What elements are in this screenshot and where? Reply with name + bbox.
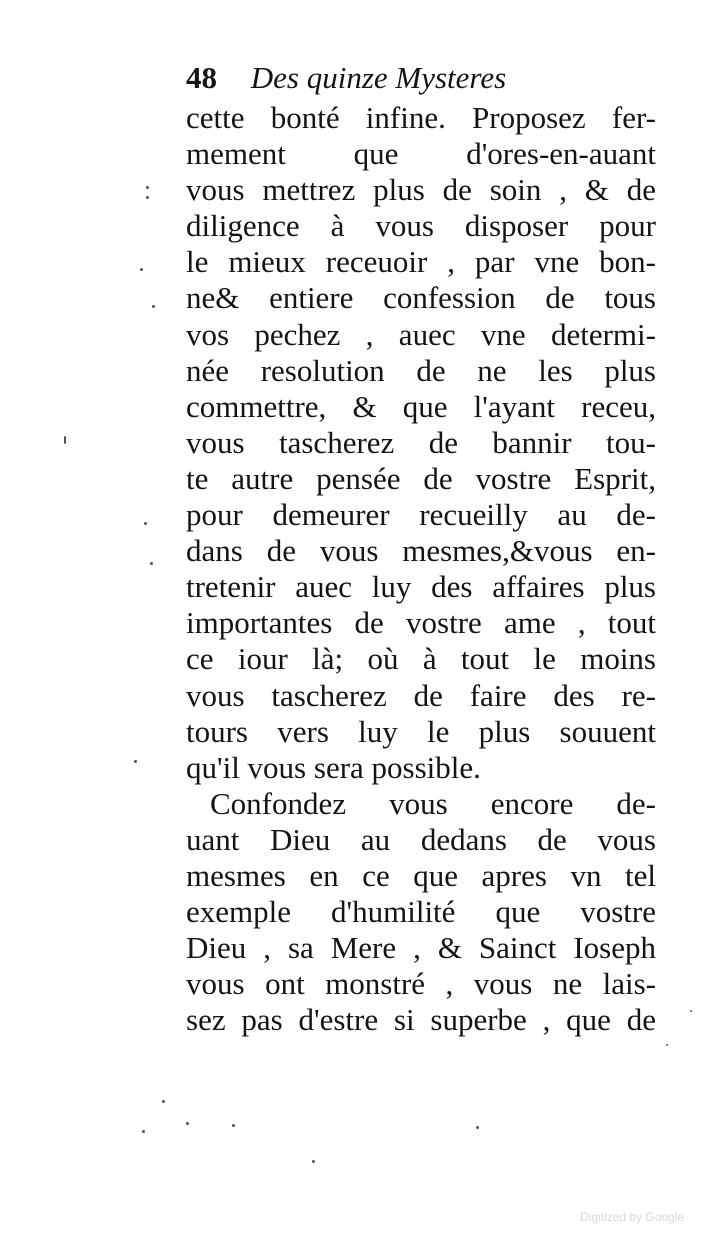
text-line: exemple d'humilité que vostre: [186, 894, 656, 930]
body-text: [186, 100, 656, 1038]
text-line: ne& entiere confession de tous: [186, 280, 656, 316]
ink-speck: [146, 186, 149, 189]
ink-speck: [146, 196, 149, 199]
text-line: commettre, & que l'ayant receu,: [186, 388, 656, 424]
ink-speck: [152, 305, 155, 308]
ink-speck: [666, 1044, 668, 1046]
text-line: vous mettrez plus de soin , & de: [186, 172, 656, 208]
text-line: mesmes en ce que apres vn tel: [186, 857, 656, 893]
ink-speck: [142, 1130, 145, 1133]
ink-speck: [140, 268, 143, 271]
page-header: [186, 58, 666, 98]
text-line: Confondez vous encore de-: [210, 785, 656, 821]
text-line: sez pas d'estre si superbe , que de: [186, 1002, 656, 1038]
text-line: qu'il vous sera possible.: [186, 749, 481, 785]
text-line: vous ont monstré , vous ne lais-: [186, 966, 656, 1002]
text-line: Dieu , sa Mere , & Sainct Ioseph: [186, 930, 656, 966]
paragraph-1: [186, 100, 656, 786]
ink-speck: [232, 1124, 235, 1127]
text-line: diligence à vous disposer pour: [186, 208, 656, 244]
ink-speck: [64, 436, 66, 444]
paragraph-2: [186, 786, 656, 1039]
ink-speck: [312, 1160, 315, 1163]
ink-speck: [162, 1100, 165, 1103]
text-line: née resolution de ne les plus: [186, 352, 656, 388]
text-line: tours vers luy le plus souuent: [186, 713, 656, 749]
ink-speck: [690, 1010, 692, 1012]
running-title: Des quinze Mysteres: [250, 60, 507, 95]
ink-speck: [134, 760, 137, 763]
text-line: te autre pensée de vostre Esprit,: [186, 460, 656, 496]
ink-speck: [476, 1126, 479, 1129]
text-line: vos pechez , auec vne determi-: [186, 316, 656, 352]
text-line: importantes de vostre ame , tout: [186, 605, 656, 641]
ink-speck: [150, 562, 153, 565]
watermark-logo: Digitized by Google: [580, 1210, 685, 1224]
text-line: vous tascherez de faire des re-: [186, 677, 656, 713]
text-line: tretenir auec luy des affaires plus: [186, 569, 656, 605]
text-line: mement que d'ores-en-auant: [186, 136, 656, 172]
text-line: ce iour là; où à tout le moins: [186, 641, 656, 677]
text-line: dans de vous mesmes,&vous en-: [186, 533, 656, 569]
text-line: le mieux receuoir , par vne bon-: [186, 244, 656, 280]
text-line: cette bonté infine. Proposez fer-: [186, 100, 656, 135]
text-line: uant Dieu au dedans de vous: [186, 821, 656, 857]
text-line: pour demeurer recueilly au de-: [186, 497, 656, 533]
ink-speck: [186, 1122, 189, 1125]
ink-speck: [144, 522, 147, 525]
text-line: vous tascherez de bannir tou-: [186, 424, 656, 460]
page-number: 48: [186, 60, 217, 95]
